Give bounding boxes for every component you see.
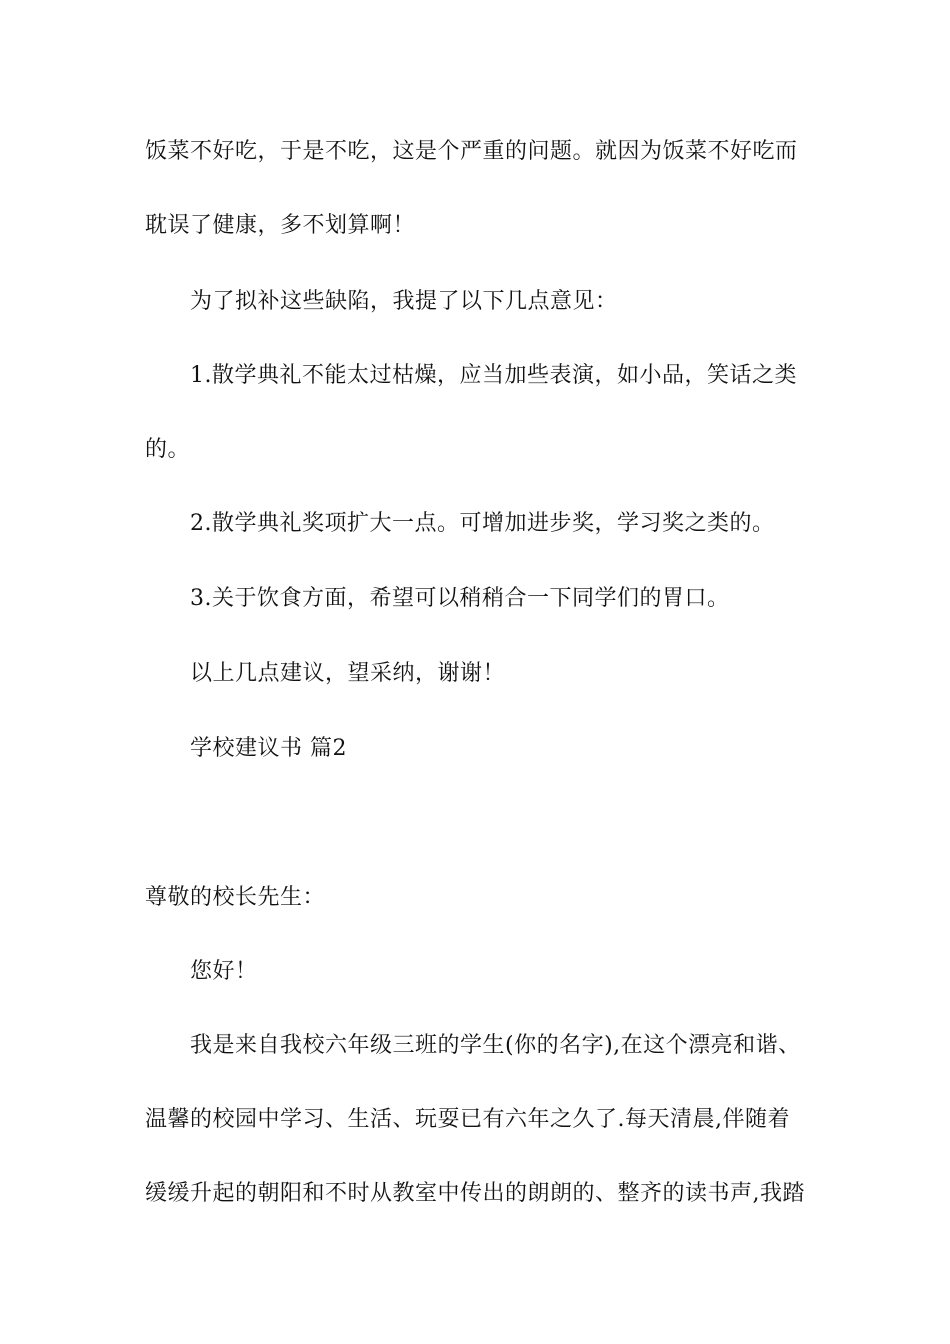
paragraph-line: 饭菜不好吃，于是不吃，这是个严重的问题。就因为饭菜不好吃而 bbox=[145, 139, 798, 164]
paragraph-line: 缓缓升起的朝阳和不时从教室中传出的朗朗的、整齐的读书声,我踏 bbox=[145, 1181, 805, 1206]
paragraph-line: 我是来自我校六年级三班的学生(你的名字),在这个漂亮和谐、 bbox=[190, 1033, 801, 1058]
paragraph-line: 的。 bbox=[145, 437, 191, 462]
list-item: 2.散学典礼奖项扩大一点。可增加进步奖，学习奖之类的。 bbox=[190, 511, 775, 536]
list-item: 1.散学典礼不能太过枯燥，应当加些表演，如小品，笑话之类 bbox=[190, 363, 797, 388]
section-title: 学校建议书 篇2 bbox=[190, 736, 347, 761]
paragraph-line: 以上几点建议，望采纳，谢谢！ bbox=[190, 661, 506, 686]
salutation: 尊敬的校长先生： bbox=[145, 885, 326, 910]
paragraph-line: 耽误了健康，多不划算啊！ bbox=[145, 213, 416, 238]
list-item: 3.关于饮食方面，希望可以稍稍合一下同学们的胃口。 bbox=[190, 586, 730, 611]
paragraph-line: 温馨的校园中学习、生活、玩耍已有六年之久了.每天清晨,伴随着 bbox=[145, 1107, 790, 1132]
paragraph-line: 为了拟补这些缺陷，我提了以下几点意见： bbox=[190, 289, 618, 314]
greeting: 您好！ bbox=[190, 959, 258, 984]
